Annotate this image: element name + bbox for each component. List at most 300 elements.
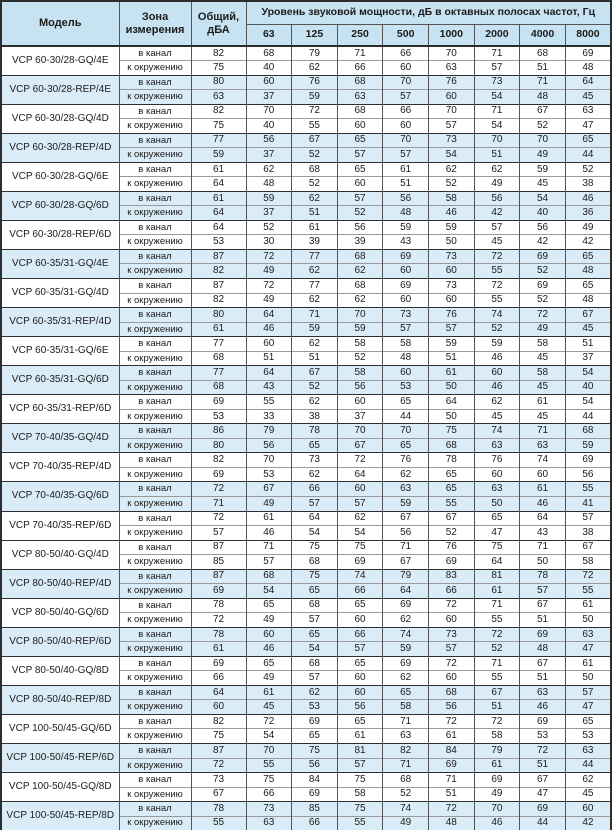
octave-value-cell-125: 57 — [292, 613, 338, 628]
total-dba-cell: 72 — [191, 482, 246, 497]
octave-value-cell-1000: 84 — [429, 744, 475, 759]
octave-value-cell-8000: 65 — [565, 133, 611, 148]
octave-value-cell-125: 69 — [292, 714, 338, 729]
octave-value-cell-63: 63 — [246, 816, 292, 830]
octave-value-cell-125: 62 — [292, 191, 338, 206]
octave-value-cell-4000: 49 — [520, 322, 566, 337]
octave-value-cell-2000: 81 — [474, 569, 520, 584]
octave-value-cell-4000: 69 — [520, 279, 566, 294]
octave-value-cell-2000: 56 — [474, 191, 520, 206]
zone-cell: к окружению — [119, 409, 191, 424]
octave-value-cell-1000: 57 — [429, 119, 475, 134]
octave-value-cell-500: 60 — [383, 366, 429, 381]
zone-cell: к окружению — [119, 816, 191, 830]
octave-value-cell-2000: 61 — [474, 584, 520, 599]
octave-value-cell-500: 63 — [383, 729, 429, 744]
octave-value-cell-250: 37 — [337, 409, 383, 424]
octave-value-cell-500: 82 — [383, 744, 429, 759]
model-name-cell: VCP 80-50/40-GQ/4D — [1, 540, 119, 569]
total-dba-cell: 82 — [191, 714, 246, 729]
octave-value-cell-1000: 57 — [429, 642, 475, 657]
octave-value-cell-2000: 69 — [474, 773, 520, 788]
octave-value-cell-4000: 64 — [520, 511, 566, 526]
octave-value-cell-500: 60 — [383, 293, 429, 308]
octave-value-cell-250: 75 — [337, 802, 383, 817]
column-header-freq-8000: 8000 — [565, 24, 611, 46]
octave-value-cell-125: 57 — [292, 671, 338, 686]
column-header-freq-2000: 2000 — [474, 24, 520, 46]
octave-value-cell-500: 62 — [383, 613, 429, 628]
model-name-cell: VCP 60-30/28-GQ/6D — [1, 191, 119, 220]
total-dba-cell: 80 — [191, 438, 246, 453]
table-row — [1, 133, 611, 148]
octave-value-cell-63: 49 — [246, 671, 292, 686]
zone-cell: к окружению — [119, 148, 191, 163]
octave-value-cell-250: 57 — [337, 496, 383, 511]
octave-value-cell-250: 57 — [337, 758, 383, 773]
octave-value-cell-500: 65 — [383, 438, 429, 453]
total-dba-cell: 87 — [191, 540, 246, 555]
total-dba-cell: 72 — [191, 511, 246, 526]
zone-cell: к окружению — [119, 206, 191, 221]
octave-value-cell-2000: 71 — [474, 46, 520, 61]
octave-value-cell-500: 68 — [383, 773, 429, 788]
octave-value-cell-2000: 71 — [474, 598, 520, 613]
octave-value-cell-8000: 65 — [565, 279, 611, 294]
octave-value-cell-2000: 45 — [474, 235, 520, 250]
octave-value-cell-500: 65 — [383, 685, 429, 700]
total-dba-cell: 87 — [191, 744, 246, 759]
octave-value-cell-8000: 56 — [565, 467, 611, 482]
octave-value-cell-4000: 59 — [520, 162, 566, 177]
octave-value-cell-1000: 60 — [429, 90, 475, 105]
octave-value-cell-8000: 69 — [565, 46, 611, 61]
octave-value-cell-1000: 71 — [429, 773, 475, 788]
table-row — [1, 279, 611, 294]
octave-value-cell-125: 52 — [292, 380, 338, 395]
octave-value-cell-125: 51 — [292, 206, 338, 221]
octave-value-cell-250: 60 — [337, 119, 383, 134]
octave-value-cell-500: 43 — [383, 235, 429, 250]
octave-value-cell-250: 62 — [337, 264, 383, 279]
total-dba-cell: 64 — [191, 220, 246, 235]
octave-value-cell-8000: 48 — [565, 264, 611, 279]
octave-value-cell-4000: 67 — [520, 773, 566, 788]
octave-value-cell-2000: 73 — [474, 75, 520, 90]
octave-value-cell-8000: 51 — [565, 337, 611, 352]
octave-value-cell-8000: 47 — [565, 119, 611, 134]
octave-value-cell-8000: 58 — [565, 555, 611, 570]
octave-value-cell-500: 61 — [383, 162, 429, 177]
octave-value-cell-63: 54 — [246, 584, 292, 599]
zone-cell: в канал — [119, 424, 191, 439]
zone-cell: к окружению — [119, 642, 191, 657]
zone-cell: к окружению — [119, 380, 191, 395]
octave-value-cell-63: 61 — [246, 511, 292, 526]
octave-value-cell-250: 52 — [337, 206, 383, 221]
octave-value-cell-4000: 57 — [520, 584, 566, 599]
zone-cell: к окружению — [119, 729, 191, 744]
zone-cell: к окружению — [119, 671, 191, 686]
octave-value-cell-1000: 59 — [429, 220, 475, 235]
octave-value-cell-2000: 61 — [474, 758, 520, 773]
octave-value-cell-1000: 60 — [429, 264, 475, 279]
total-dba-cell: 61 — [191, 162, 246, 177]
zone-cell: к окружению — [119, 119, 191, 134]
model-name-cell: VCP 80-50/40-REP/8D — [1, 685, 119, 714]
octave-value-cell-8000: 63 — [565, 627, 611, 642]
total-dba-cell: 75 — [191, 729, 246, 744]
octave-value-cell-63: 52 — [246, 220, 292, 235]
octave-value-cell-8000: 60 — [565, 802, 611, 817]
octave-value-cell-2000: 58 — [474, 729, 520, 744]
octave-value-cell-8000: 69 — [565, 453, 611, 468]
octave-value-cell-4000: 72 — [520, 308, 566, 323]
octave-value-cell-1000: 73 — [429, 627, 475, 642]
total-dba-cell: 71 — [191, 496, 246, 511]
octave-value-cell-63: 33 — [246, 409, 292, 424]
octave-value-cell-500: 74 — [383, 802, 429, 817]
octave-value-cell-250: 58 — [337, 337, 383, 352]
octave-value-cell-500: 64 — [383, 584, 429, 599]
octave-value-cell-2000: 45 — [474, 409, 520, 424]
octave-value-cell-500: 60 — [383, 119, 429, 134]
octave-value-cell-63: 72 — [246, 279, 292, 294]
total-dba-cell: 61 — [191, 322, 246, 337]
octave-value-cell-250: 66 — [337, 61, 383, 76]
octave-value-cell-125: 66 — [292, 482, 338, 497]
octave-value-cell-4000: 69 — [520, 714, 566, 729]
octave-value-cell-250: 57 — [337, 148, 383, 163]
total-dba-cell: 77 — [191, 133, 246, 148]
octave-value-cell-63: 56 — [246, 133, 292, 148]
octave-value-cell-63: 37 — [246, 148, 292, 163]
octave-value-cell-4000: 54 — [520, 191, 566, 206]
octave-value-cell-1000: 67 — [429, 511, 475, 526]
octave-value-cell-63: 64 — [246, 366, 292, 381]
octave-value-cell-2000: 74 — [474, 424, 520, 439]
octave-value-cell-500: 66 — [383, 46, 429, 61]
octave-value-cell-4000: 48 — [520, 642, 566, 657]
total-dba-cell: 68 — [191, 351, 246, 366]
zone-cell: к окружению — [119, 584, 191, 599]
zone-cell: в канал — [119, 249, 191, 264]
octave-value-cell-4000: 56 — [520, 220, 566, 235]
octave-value-cell-2000: 49 — [474, 787, 520, 802]
octave-value-cell-2000: 65 — [474, 511, 520, 526]
zone-cell: в канал — [119, 366, 191, 381]
octave-value-cell-250: 54 — [337, 526, 383, 541]
model-name-cell: VCP 60-30/28-REP/4D — [1, 133, 119, 162]
octave-value-cell-500: 60 — [383, 61, 429, 76]
zone-cell: к окружению — [119, 177, 191, 192]
octave-value-cell-250: 67 — [337, 438, 383, 453]
octave-value-cell-8000: 65 — [565, 249, 611, 264]
octave-value-cell-250: 72 — [337, 453, 383, 468]
total-dba-cell: 82 — [191, 453, 246, 468]
octave-value-cell-250: 60 — [337, 671, 383, 686]
octave-value-cell-8000: 63 — [565, 744, 611, 759]
octave-value-cell-8000: 36 — [565, 206, 611, 221]
total-dba-cell: 77 — [191, 366, 246, 381]
octave-value-cell-125: 57 — [292, 496, 338, 511]
total-dba-cell: 87 — [191, 279, 246, 294]
octave-value-cell-8000: 61 — [565, 656, 611, 671]
total-dba-cell: 53 — [191, 235, 246, 250]
octave-value-cell-2000: 57 — [474, 220, 520, 235]
octave-value-cell-500: 57 — [383, 90, 429, 105]
octave-value-cell-2000: 70 — [474, 133, 520, 148]
octave-value-cell-500: 49 — [383, 816, 429, 830]
octave-value-cell-125: 62 — [292, 293, 338, 308]
octave-value-cell-2000: 55 — [474, 671, 520, 686]
octave-value-cell-63: 68 — [246, 569, 292, 584]
zone-cell: в канал — [119, 714, 191, 729]
octave-value-cell-63: 60 — [246, 337, 292, 352]
octave-value-cell-1000: 50 — [429, 409, 475, 424]
octave-value-cell-500: 52 — [383, 787, 429, 802]
octave-value-cell-8000: 46 — [565, 191, 611, 206]
model-name-cell: VCP 70-40/35-GQ/4D — [1, 424, 119, 453]
total-dba-cell: 82 — [191, 293, 246, 308]
zone-cell: к окружению — [119, 235, 191, 250]
octave-value-cell-4000: 47 — [520, 787, 566, 802]
octave-value-cell-4000: 42 — [520, 235, 566, 250]
octave-value-cell-250: 70 — [337, 424, 383, 439]
octave-value-cell-2000: 71 — [474, 104, 520, 119]
octave-value-cell-1000: 52 — [429, 526, 475, 541]
octave-value-cell-1000: 72 — [429, 656, 475, 671]
zone-cell: к окружению — [119, 293, 191, 308]
octave-value-cell-250: 68 — [337, 249, 383, 264]
table-header — [1, 1, 611, 46]
octave-value-cell-1000: 72 — [429, 714, 475, 729]
zone-cell: в канал — [119, 482, 191, 497]
octave-value-cell-1000: 66 — [429, 584, 475, 599]
octave-value-cell-2000: 60 — [474, 366, 520, 381]
octave-value-cell-2000: 59 — [474, 337, 520, 352]
octave-value-cell-250: 68 — [337, 279, 383, 294]
octave-value-cell-63: 72 — [246, 249, 292, 264]
table-row — [1, 453, 611, 468]
table-row — [1, 308, 611, 323]
total-dba-cell: 72 — [191, 758, 246, 773]
total-dba-cell: 73 — [191, 773, 246, 788]
octave-value-cell-8000: 64 — [565, 75, 611, 90]
octave-value-cell-500: 67 — [383, 511, 429, 526]
octave-value-cell-8000: 72 — [565, 569, 611, 584]
octave-value-cell-1000: 78 — [429, 453, 475, 468]
octave-value-cell-250: 71 — [337, 46, 383, 61]
octave-value-cell-125: 52 — [292, 177, 338, 192]
octave-value-cell-125: 65 — [292, 438, 338, 453]
total-dba-cell: 80 — [191, 75, 246, 90]
column-header-freq-4000: 4000 — [520, 24, 566, 46]
octave-value-cell-63: 51 — [246, 351, 292, 366]
octave-value-cell-63: 71 — [246, 540, 292, 555]
octave-value-cell-250: 68 — [337, 75, 383, 90]
octave-value-cell-63: 30 — [246, 235, 292, 250]
octave-value-cell-125: 65 — [292, 627, 338, 642]
total-dba-cell: 87 — [191, 569, 246, 584]
octave-value-cell-125: 53 — [292, 700, 338, 715]
total-dba-cell: 78 — [191, 627, 246, 642]
octave-value-cell-500: 59 — [383, 496, 429, 511]
zone-cell: в канал — [119, 279, 191, 294]
octave-value-cell-4000: 51 — [520, 758, 566, 773]
octave-value-cell-4000: 46 — [520, 700, 566, 715]
octave-value-cell-1000: 60 — [429, 613, 475, 628]
octave-value-cell-250: 63 — [337, 90, 383, 105]
octave-value-cell-8000: 42 — [565, 816, 611, 830]
total-dba-cell: 85 — [191, 555, 246, 570]
zone-cell: в канал — [119, 104, 191, 119]
octave-value-cell-125: 75 — [292, 569, 338, 584]
octave-value-cell-63: 75 — [246, 773, 292, 788]
octave-value-cell-1000: 61 — [429, 729, 475, 744]
octave-value-cell-2000: 46 — [474, 380, 520, 395]
octave-value-cell-2000: 62 — [474, 395, 520, 410]
octave-value-cell-63: 49 — [246, 613, 292, 628]
table-row — [1, 802, 611, 817]
octave-value-cell-1000: 65 — [429, 467, 475, 482]
octave-value-cell-4000: 69 — [520, 249, 566, 264]
octave-value-cell-250: 56 — [337, 220, 383, 235]
octave-value-cell-8000: 45 — [565, 90, 611, 105]
table-row — [1, 511, 611, 526]
octave-value-cell-250: 65 — [337, 598, 383, 613]
octave-value-cell-4000: 61 — [520, 482, 566, 497]
octave-value-cell-8000: 41 — [565, 496, 611, 511]
octave-value-cell-63: 56 — [246, 438, 292, 453]
octave-value-cell-1000: 63 — [429, 61, 475, 76]
octave-value-cell-125: 62 — [292, 337, 338, 352]
total-dba-cell: 55 — [191, 816, 246, 830]
octave-value-cell-250: 60 — [337, 482, 383, 497]
total-dba-cell: 77 — [191, 337, 246, 352]
zone-cell: в канал — [119, 656, 191, 671]
octave-value-cell-2000: 52 — [474, 642, 520, 657]
octave-value-cell-8000: 65 — [565, 714, 611, 729]
octave-value-cell-4000: 67 — [520, 656, 566, 671]
octave-value-cell-8000: 37 — [565, 351, 611, 366]
octave-value-cell-250: 65 — [337, 656, 383, 671]
octave-value-cell-500: 53 — [383, 380, 429, 395]
octave-value-cell-63: 66 — [246, 787, 292, 802]
octave-value-cell-125: 66 — [292, 816, 338, 830]
zone-cell: в канал — [119, 627, 191, 642]
octave-value-cell-1000: 54 — [429, 148, 475, 163]
octave-value-cell-8000: 53 — [565, 729, 611, 744]
octave-value-cell-4000: 71 — [520, 75, 566, 90]
column-header-model: Модель — [1, 1, 119, 46]
table-row — [1, 75, 611, 90]
zone-cell: в канал — [119, 598, 191, 613]
octave-value-cell-4000: 45 — [520, 177, 566, 192]
zone-cell: к окружению — [119, 496, 191, 511]
octave-value-cell-8000: 42 — [565, 235, 611, 250]
column-header-freq-125: 125 — [292, 24, 338, 46]
octave-value-cell-125: 77 — [292, 249, 338, 264]
octave-value-cell-1000: 75 — [429, 424, 475, 439]
octave-value-cell-4000: 71 — [520, 424, 566, 439]
octave-value-cell-8000: 50 — [565, 613, 611, 628]
octave-value-cell-125: 62 — [292, 264, 338, 279]
octave-value-cell-4000: 52 — [520, 293, 566, 308]
octave-value-cell-125: 68 — [292, 162, 338, 177]
zone-cell: к окружению — [119, 467, 191, 482]
octave-value-cell-125: 84 — [292, 773, 338, 788]
model-name-cell: VCP 80-50/40-REP/6D — [1, 627, 119, 656]
octave-value-cell-500: 70 — [383, 75, 429, 90]
zone-cell: к окружению — [119, 264, 191, 279]
octave-value-cell-8000: 63 — [565, 104, 611, 119]
octave-value-cell-500: 60 — [383, 264, 429, 279]
octave-value-cell-63: 73 — [246, 802, 292, 817]
zone-cell: к окружению — [119, 322, 191, 337]
octave-value-cell-1000: 60 — [429, 293, 475, 308]
octave-value-cell-125: 59 — [292, 322, 338, 337]
octave-value-cell-250: 66 — [337, 584, 383, 599]
total-dba-cell: 78 — [191, 598, 246, 613]
octave-value-cell-500: 71 — [383, 714, 429, 729]
octave-value-cell-500: 76 — [383, 453, 429, 468]
octave-value-cell-1000: 58 — [429, 191, 475, 206]
octave-value-cell-8000: 55 — [565, 584, 611, 599]
octave-value-cell-63: 54 — [246, 729, 292, 744]
octave-value-cell-4000: 71 — [520, 540, 566, 555]
zone-cell: в канал — [119, 220, 191, 235]
octave-value-cell-500: 51 — [383, 177, 429, 192]
octave-value-cell-63: 59 — [246, 191, 292, 206]
octave-value-cell-8000: 52 — [565, 162, 611, 177]
table-row — [1, 569, 611, 584]
model-name-cell: VCP 60-35/31-GQ/4D — [1, 279, 119, 308]
octave-value-cell-2000: 70 — [474, 802, 520, 817]
table-row — [1, 424, 611, 439]
octave-value-cell-250: 60 — [337, 613, 383, 628]
octave-value-cell-250: 56 — [337, 380, 383, 395]
column-header-freq-1000: 1000 — [429, 24, 475, 46]
octave-value-cell-8000: 54 — [565, 395, 611, 410]
zone-cell: к окружению — [119, 555, 191, 570]
octave-value-cell-4000: 78 — [520, 569, 566, 584]
octave-value-cell-4000: 72 — [520, 744, 566, 759]
octave-value-cell-125: 67 — [292, 133, 338, 148]
table-row — [1, 685, 611, 700]
zone-cell: к окружению — [119, 613, 191, 628]
octave-value-cell-2000: 49 — [474, 177, 520, 192]
total-dba-cell: 82 — [191, 264, 246, 279]
octave-value-cell-8000: 68 — [565, 424, 611, 439]
model-name-cell: VCP 60-35/31-GQ/4E — [1, 249, 119, 278]
octave-value-cell-2000: 51 — [474, 700, 520, 715]
octave-value-cell-4000: 53 — [520, 729, 566, 744]
octave-value-cell-125: 62 — [292, 467, 338, 482]
octave-value-cell-1000: 73 — [429, 279, 475, 294]
octave-value-cell-1000: 72 — [429, 598, 475, 613]
octave-value-cell-63: 72 — [246, 714, 292, 729]
octave-value-cell-1000: 70 — [429, 104, 475, 119]
octave-value-cell-8000: 59 — [565, 438, 611, 453]
octave-value-cell-4000: 67 — [520, 104, 566, 119]
octave-value-cell-63: 65 — [246, 656, 292, 671]
octave-value-cell-8000: 40 — [565, 380, 611, 395]
octave-value-cell-4000: 45 — [520, 351, 566, 366]
octave-value-cell-1000: 61 — [429, 366, 475, 381]
octave-value-cell-1000: 50 — [429, 380, 475, 395]
octave-value-cell-4000: 46 — [520, 496, 566, 511]
